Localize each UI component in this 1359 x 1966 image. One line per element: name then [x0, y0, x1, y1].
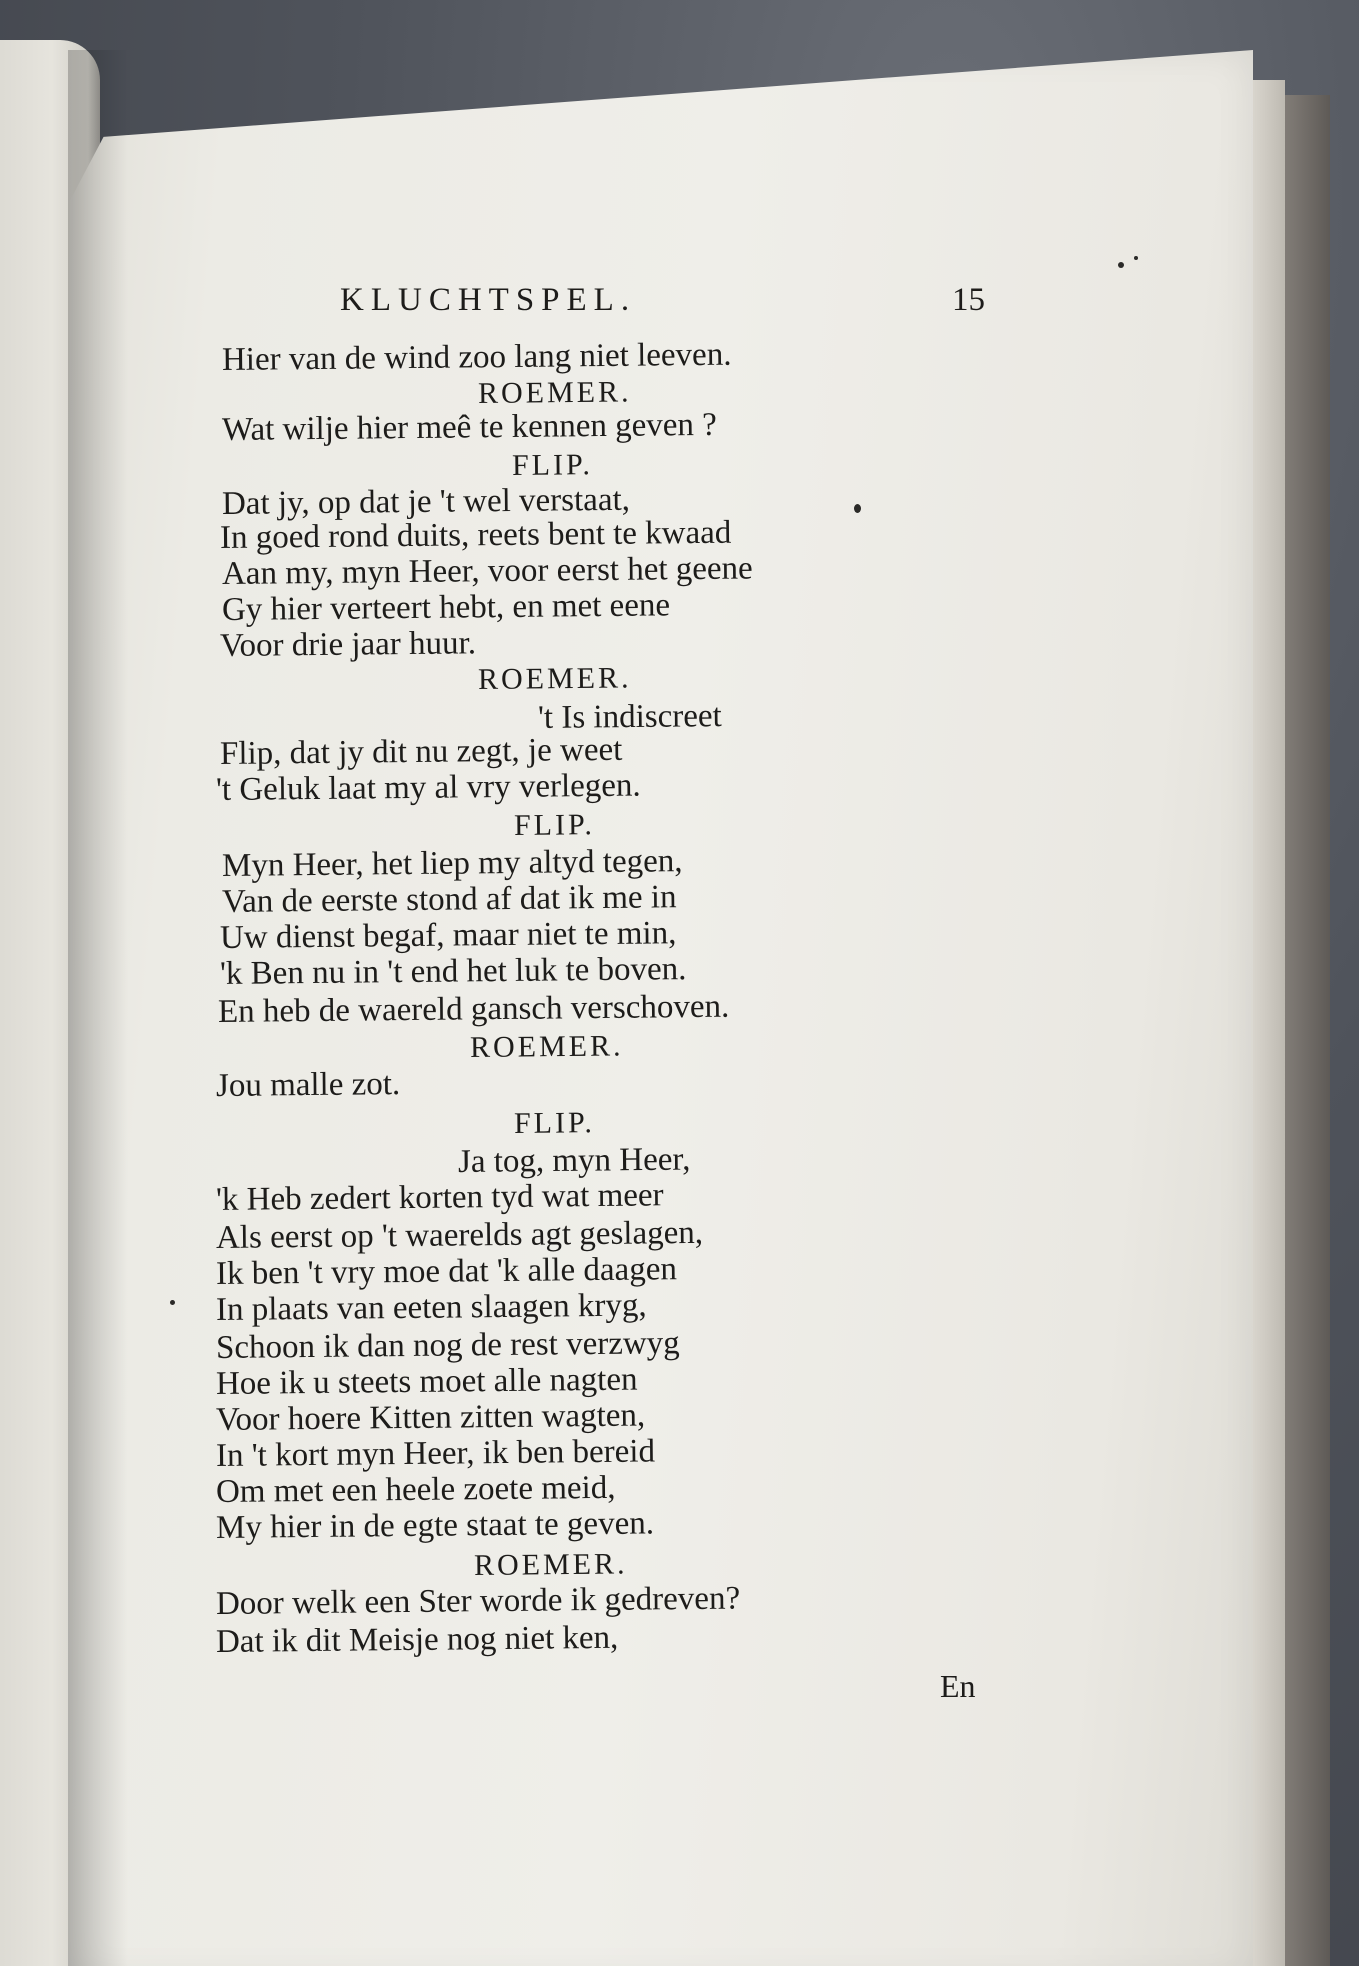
verse-line: Hier van de wind zoo lang niet leeven. — [221, 336, 732, 378]
verse-line: Aan my, myn Heer, voor eerst het geene — [221, 550, 753, 592]
verse-line: En heb de waereld gansch verschoven. — [217, 988, 730, 1030]
speaker-name: ROEMER. — [469, 1029, 624, 1064]
ink-speck — [1134, 256, 1138, 260]
verse-line: Uw dienst begaf, maar niet te min, — [219, 915, 677, 956]
verse-line: Door welk een Ster worde ik gedreven? — [215, 1580, 741, 1622]
speaker-name: FLIP. — [513, 808, 596, 842]
verse-line: Dat jy, op dat je 't wel verstaat, — [221, 481, 631, 522]
verse-line: Schoon ik dan nog de rest verzwyg — [215, 1325, 680, 1366]
verse-line: Hoe ik u steets moet alle nagten — [215, 1361, 638, 1402]
verse-line: Ja tog, myn Heer, — [457, 1141, 691, 1180]
verse-line: Flip, dat jy dit nu zegt, je weet — [219, 731, 623, 772]
running-head: KLUCHTSPEL. — [340, 282, 637, 318]
verse-line: Als eerst op 't waerelds agt geslagen, — [215, 1214, 704, 1256]
verse-line: Gy hier verteert hebt, en met eene — [221, 587, 671, 628]
verse-line: 'k Heb zedert korten tyd wat meer — [215, 1177, 664, 1218]
speaker-name: FLIP. — [511, 448, 594, 482]
catchword: En — [940, 1668, 976, 1704]
verse-line: Wat wilje hier meê te kennen geven ? — [221, 406, 718, 448]
verse-line: Ik ben 't vry moe dat 'k alle daagen — [215, 1251, 678, 1292]
verse-line: Voor hoere Kitten zitten wagten, — [215, 1397, 646, 1438]
verse-line: Van de eerste stond af dat ik me in — [221, 879, 677, 920]
verse-line: Jou malle zot. — [215, 1066, 401, 1104]
verse-line: 'k Ben nu in 't end het luk te boven. — [219, 951, 687, 992]
verse-line: Dat ik dit Meisje nog niet ken, — [215, 1619, 619, 1660]
speaker-name: ROEMER. — [473, 1547, 628, 1582]
verse-line: 't Is indiscreet — [537, 698, 722, 736]
speaker-name: ROEMER. — [477, 661, 632, 696]
verse-line: In 't kort myn Heer, ik ben bereid — [215, 1433, 656, 1474]
verse-line: 't Geluk laat my al vry verlegen. — [215, 767, 641, 808]
ink-speck — [170, 1300, 175, 1305]
verse-line: Voor drie jaar huur. — [219, 625, 477, 664]
verse-line: In goed rond duits, reets bent te kwaad — [219, 514, 732, 556]
ink-speck — [854, 504, 861, 513]
verse-line: Myn Heer, het liep my altyd tegen, — [221, 843, 683, 884]
ink-speck — [1118, 262, 1124, 268]
verse-line: My hier in de egte staat te geven. — [215, 1505, 655, 1546]
verse-line: In plaats van eeten slaagen kryg, — [215, 1287, 647, 1328]
speaker-name: ROEMER. — [477, 375, 632, 410]
page-number: 15 — [952, 282, 985, 318]
speaker-name: FLIP. — [513, 1106, 596, 1140]
verse-line: Om met een heele zoete meid, — [215, 1469, 616, 1510]
